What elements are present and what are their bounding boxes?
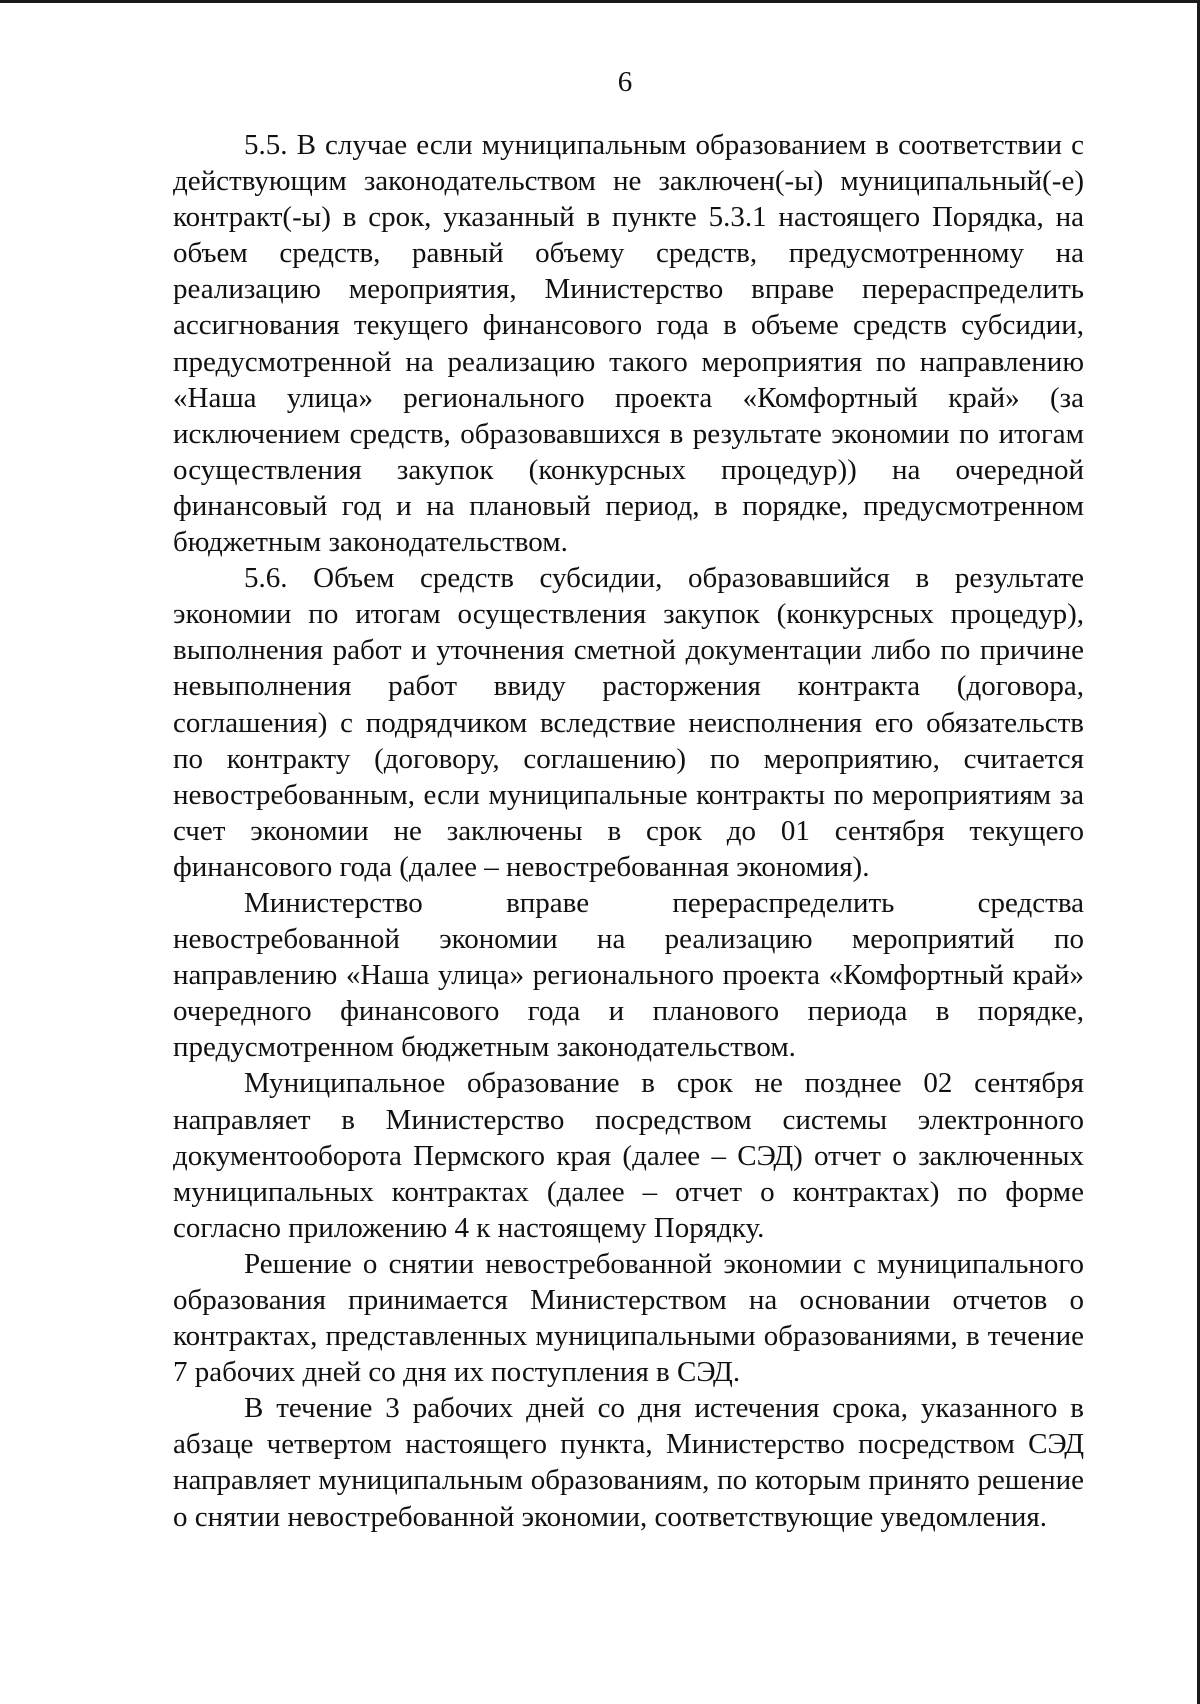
paragraph-5-6: 5.6. Объем средств субсидии, образовавшийся в результате экономии по итогам осуществления закупок (конкурсных процедур), выполнения работ и уточнения сметной документации либо по причине невыполнения работ ввиду расторжения контракта (договора, соглашения) с подрядчиком вследствие неисполнения его обязательств по контракту (договору, соглашению) по мероприятию, считается невостребованным, если муниципальные контракты по мероприятиям за счет экономии не заключены в срок до 01 сентября текущего финансового года (далее – невостребованная экономия). [173, 562, 1084, 883]
paragraph-report-submission: Муниципальное образование в срок не позднее 02 сентября направляет в Министерство посредством системы электронного документооборота Пермского края (далее – СЭД) отчет о заключенных муниципальных контрактах (далее – отчет о контрактах) по форме согласно приложению 4 к настоящему Порядку. [173, 1067, 1084, 1244]
paragraph-5-5: 5.5. В случае если муниципальным образованием в соответствии с действующим законодательством не заключен(-ы) муниципальный(-е) контракт(-ы) в срок, указанный в пункте 5.3.1 настоящего Порядка, на объем средств, равный объему средств, предусмотренному на реализацию мероприятия, Министерство вправе перераспределить ассигнования текущего финансового года в объеме средств субсидии, предусмотренной на реализацию такого мероприятия по направлению «Наша улица» регионального проекта «Комфортный край» (за исключением средств, образовавшихся в результате экономии по итогам осуществления закупок (конкурсных процедур)) на очередной финансовый год и на плановый период, в порядке, предусмотренном бюджетным законодательством. [173, 129, 1084, 559]
paragraph-redistribution: Министерство вправе перераспределить средства невостребованной экономии на реализацию мероприятий по направлению «Наша улица» регионального проекта «Комфортный край» очередного финансового года и планового периода в порядке, предусмотренном бюджетным законодательством. [173, 886, 1084, 1064]
page-number: 6 [617, 66, 633, 98]
paragraph-decision: Решение о снятии невостребованной экономии с муниципального образования принимается Министерством на основании отчетов о контрактах, представленных муниципальными образованиями, в течение 7 рабочих дней со дня их поступления в СЭД. [173, 1247, 1084, 1389]
scan-edge-top [0, 0, 1200, 3]
document-body [173, 127, 1084, 1535]
paragraph-notification: В течение 3 рабочих дней со дня истечения срока, указанного в абзаце четвертом настоящего пункта, Министерство посредством СЭД направляет муниципальным образованиям, по которым принято решение о снятии невостребованной экономии, соответствующие уведомления. [173, 1392, 1084, 1533]
